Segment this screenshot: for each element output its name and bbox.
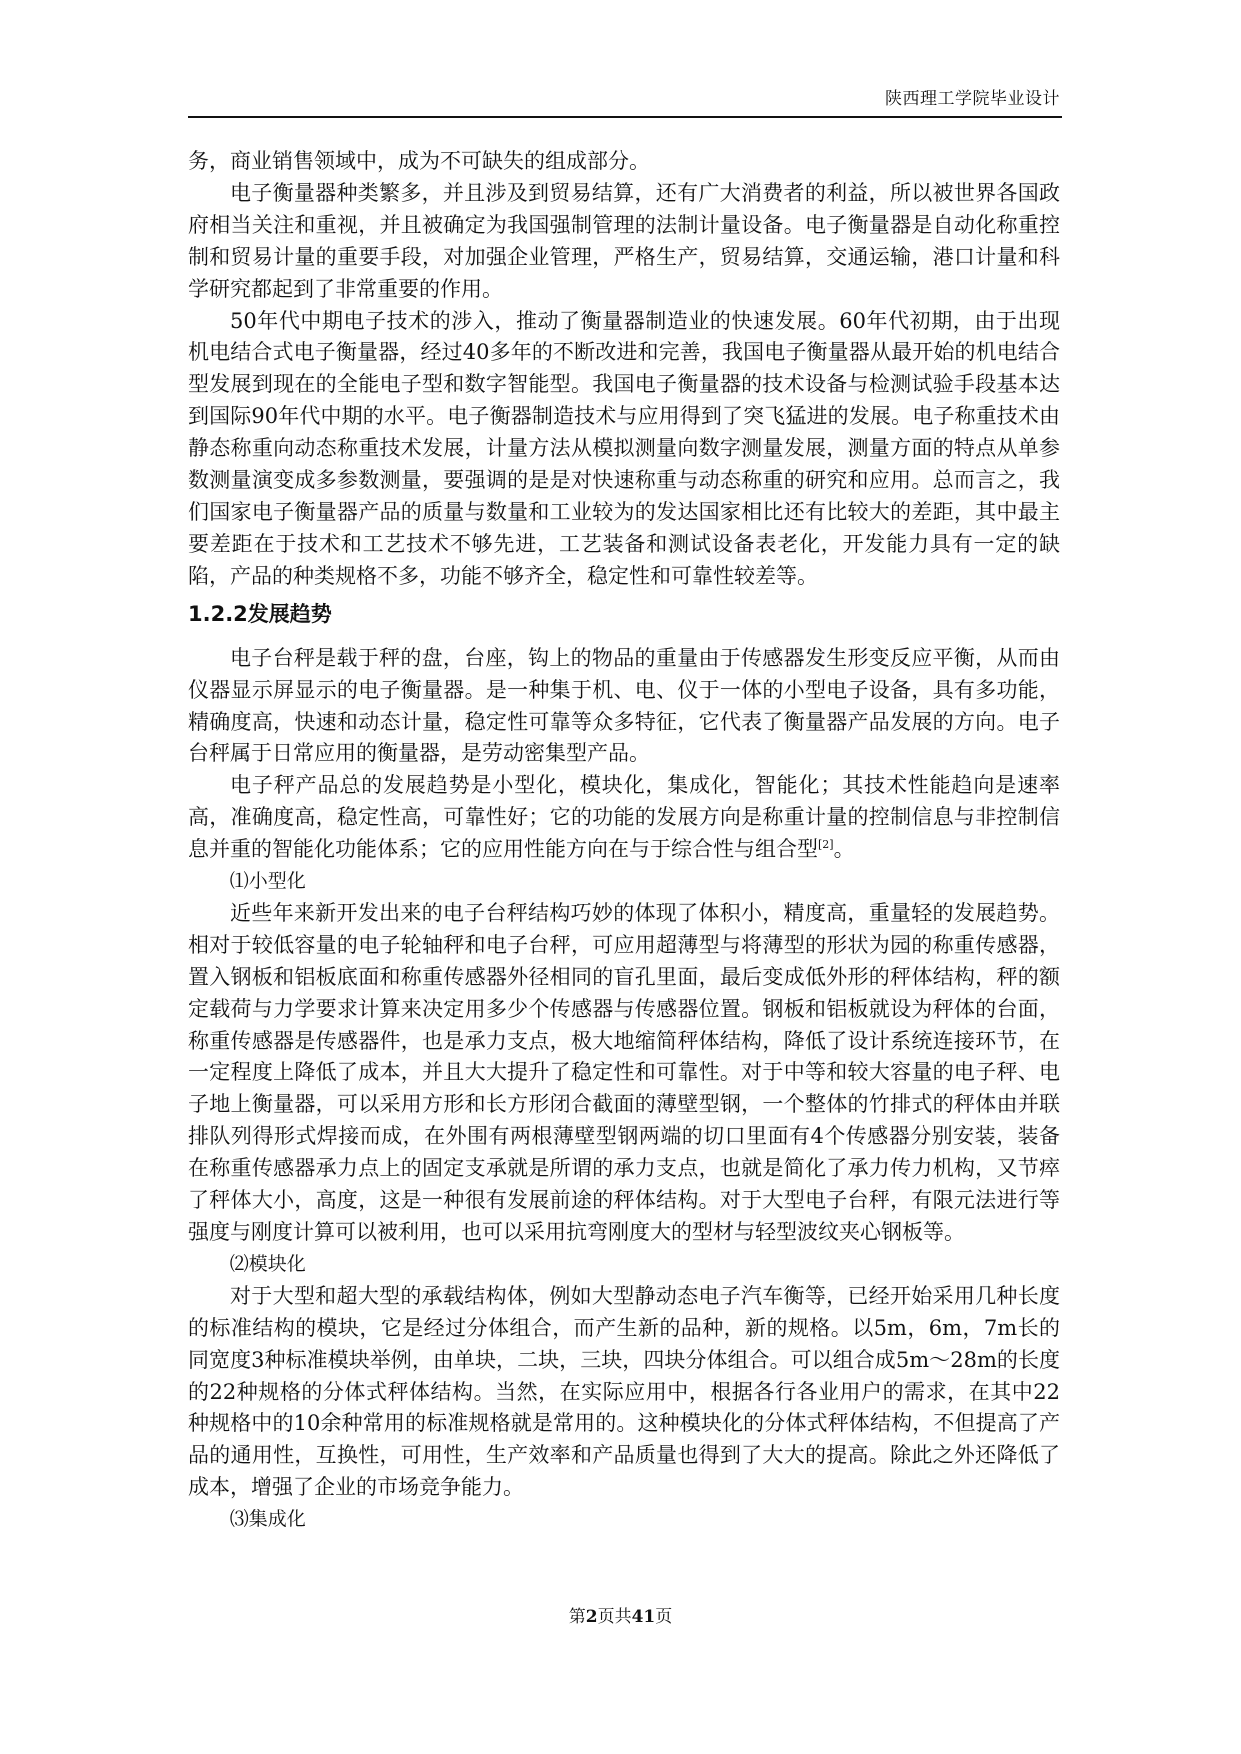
paragraph-continuation: 务，商业销售领域中，成为不可缺失的组成部分。: [188, 149, 650, 173]
page-content: [188, 146, 1060, 1536]
paragraph-trends-end: 。: [833, 837, 855, 862]
footer-suffix: 页: [655, 1607, 673, 1627]
section-heading: 1.2.2发展趋势: [188, 601, 332, 626]
paragraph-platform-scale: 电子台秤是载于秤的盘，台座，钩上的物品的重量由于传感器发生形变反应平衡，从而由仪器显示屏显示的电子衡量器。是一种集于机、电、仪于一体的小型电子设备，具有多功能，精确度高，快速和动态计量，稳定性可靠等众多特征，它代表了衡量器产品发展的方向。电子台秤属于日常应用的衡量器，是劳动密集型产品。: [188, 645, 1060, 766]
item-miniaturization: ⑴小型化: [229, 870, 306, 893]
footer-page-number: 2: [585, 1607, 598, 1627]
paragraph-history: 50年代中期电子技术的涉入，推动了衡量器制造业的快速发展。60年代初期，由于出现机电结合式电子衡量器，经过40多年的不断改进和完善，我国电子衡量器从最开始的机电结合型发展到现在的全能电子型和数字智能型。我国电子衡量器的技术设备与检测试验手段基本达到国际90年代中期的水平。电子衡器制造技术与应用得到了突飞猛进的发展。电子称重技术由静态称重向动态称重技术发展，计量方法从模拟测量向数字测量发展，测量方面的特点从单参数测量演变成多参数测量，要强调的是是对快速称重与动态称重的研究和应用。总而言之，我们国家电子衡量器产品的质量与数量和工业较为的发达国家相比还有比较大的差距，其中最主要差距在于技术和工艺技术不够先进，工艺装备和测试设备表老化，开发能力具有一定的缺陷，产品的种类规格不多，功能不够齐全，稳定性和可靠性较差等。: [188, 308, 1060, 588]
citation-mark: [2]: [818, 838, 834, 852]
paragraph-miniaturization: 近些年来新开发出来的电子台秤结构巧妙的体现了体积小，精度高，重量轻的发展趋势。相对于较低容量的电子轮轴秤和电子台秤，可应用超薄型与将薄型的形状为园的称重传感器，置入钢板和铝板底面和称重传感器外径相同的盲孔里面，最后变成低外形的秤体结构，秤的额定载荷与力学要求计算来决定用多少个传感器与传感器位置。钢板和铝板就设为秤体的台面，称重传感器是传感器件，也是承力支点，极大地缩简秤体结构，降低了设计系统连接环节，在一定程度上降低了成本，并且大大提升了稳定性和可靠性。对于中等和较大容量的电子秤、电子地上衡量器，可以采用方形和长方形闭合截面的薄壁型钢，一个整体的竹排式的秤体由并联排队列得形式焊接而成，在外围有两根薄壁型钢两端的切口里面有4个传感器分别安装，装备在称重传感器承力点上的固定支承就是所谓的承力支点，也就是简化了承力传力机构，又节瘁了秤体大小，高度，这是一种很有发展前途的秤体结构。对于大型电子台秤，有限元法进行等强度与刚度计算可以被利用，也可以采用抗弯刚度大的型材与轻型波纹夹心钢板等。: [188, 900, 1060, 1244]
footer-middle: 页共: [597, 1607, 632, 1627]
footer-prefix: 第: [568, 1607, 586, 1627]
paragraph-trends: [188, 770, 1060, 866]
paragraph-modularization: 对于大型和超大型的承载结构体，例如大型静动态电子汽车衡等，已经开始采用几种长度的标准结构的模块，它是经过分体组合，而产生新的品种，新的规格。以5m，6m，7m长的同宽度3种标准模块举例，由单块，二块，三块，四块分体组合。可以组合成5m～28m的长度的22种规格的分体式秤体结构。当然，在实际应用中，根据各行各业用户的需求，在其中22种规格中的10余种常用的标准规格就是常用的。这种模块化的分体式秤体结构，不但提高了产品的通用性，互换性，可用性，生产效率和产品质量也得到了大大的提高。除此之外还降低了成本，增强了企业的市场竞争能力。: [188, 1283, 1060, 1500]
header-title: 陕西理工学院毕业设计: [885, 89, 1060, 109]
paragraph-types: 电子衡量器种类繁多，并且涉及到贸易结算，还有广大消费者的利益，所以被世界各国政府相当关注和重视，并且被确定为我国强制管理的法制计量设备。电子衡量器是自动化称重控制和贸易计量的重要手段，对加强企业管理，严格生产，贸易结算，交通运输，港口计量和科学研究都起到了非常重要的作用。: [188, 180, 1060, 301]
item-modularization: ⑵模块化: [229, 1252, 306, 1275]
paragraph-trends-text: 电子秤产品总的发展趋势是小型化，模块化，集成化，智能化；其技术性能趋向是速率高，准确度高，稳定性高，可靠性好；它的功能的发展方向是称重计量的控制信息与非控制信息并重的智能化功能体系；它的应用性能方向在与于综合性与组合型: [188, 773, 1060, 862]
page-footer: [0, 1606, 1241, 1628]
page-header: [188, 88, 1062, 118]
footer-total-pages: 41: [631, 1607, 656, 1627]
item-integration: ⑶集成化: [229, 1508, 306, 1531]
